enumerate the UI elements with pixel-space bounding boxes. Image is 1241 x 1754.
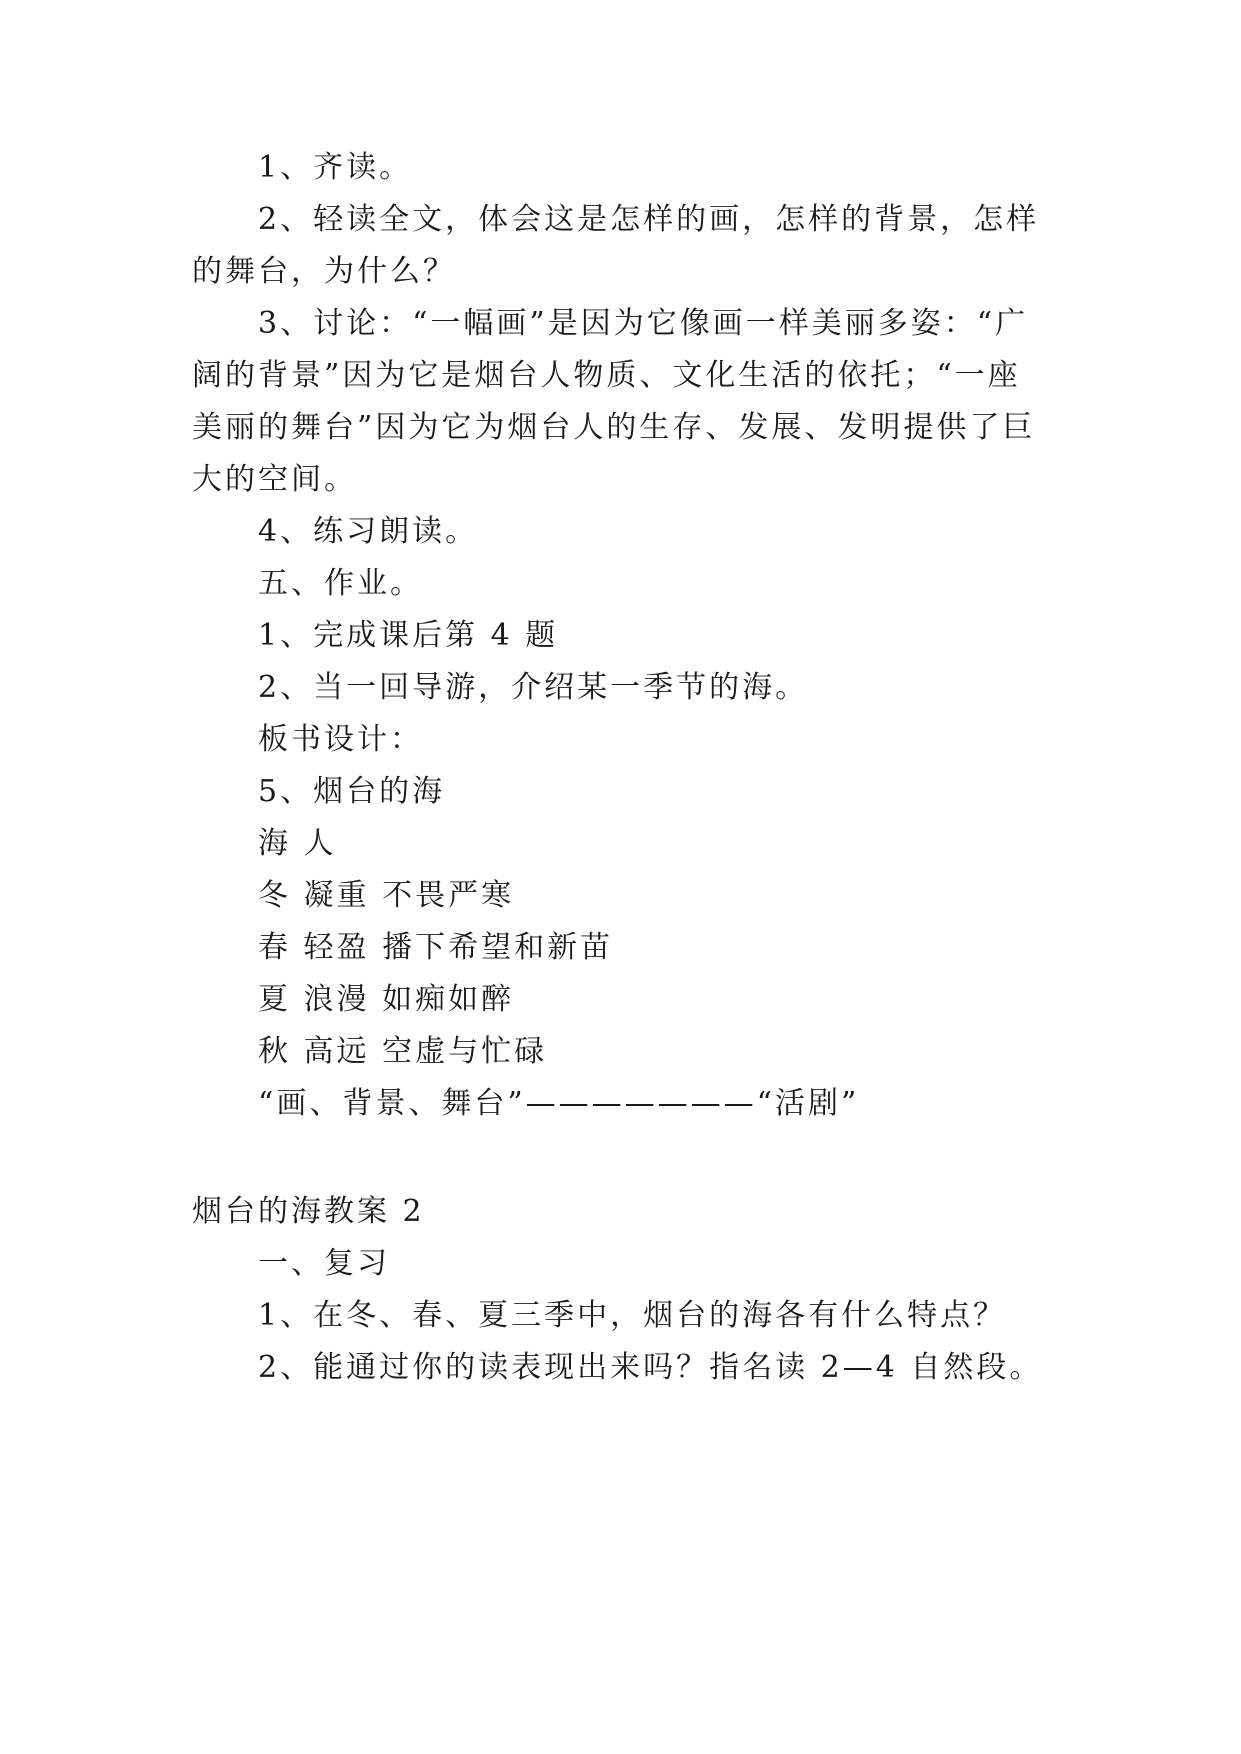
paragraph-line: 2、能通过你的读表现出来吗？指名读 2—4 自然段。 — [258, 1350, 1043, 1385]
board-line: 夏 浪漫 如痴如醉 — [258, 982, 515, 1017]
paragraph-line: 的舞台，为什么？ — [192, 254, 456, 289]
paragraph-line: 美丽的舞台”因为它为烟台人的生存、发展、发明提供了巨 — [192, 410, 1036, 445]
section-heading: 五、作业。 — [258, 566, 423, 601]
paragraph-line: 1、齐读。 — [258, 150, 413, 185]
paragraph-line: 2、轻读全文，体会这是怎样的画，怎样的背景，怎样 — [258, 202, 1040, 237]
paragraph-line: 阔的背景”因为它是烟台人物质、文化生活的依托；“一座 — [192, 358, 1021, 393]
board-line: 冬 凝重 不畏严寒 — [258, 878, 515, 913]
paragraph-line: 2、当一回导游，介绍某一季节的海。 — [258, 670, 809, 705]
paragraph-line: 1、完成课后第 4 题 — [258, 618, 559, 653]
board-line: 秋 高远 空虚与忙碌 — [258, 1034, 548, 1069]
board-line: 春 轻盈 播下希望和新苗 — [258, 930, 614, 965]
section-heading: 一、复习 — [258, 1246, 390, 1281]
paragraph-line: 1、在冬、春、夏三季中，烟台的海各有什么特点？ — [258, 1298, 1007, 1333]
paragraph-line: 大的空间。 — [192, 462, 357, 497]
lesson-title: 烟台的海教案 2 — [192, 1194, 425, 1229]
paragraph-line: 4、练习朗读。 — [258, 514, 479, 549]
board-line: “画、背景、舞台”———————“活剧” — [258, 1086, 860, 1121]
paragraph-line: 板书设计： — [258, 722, 423, 757]
board-line: 海 人 — [258, 826, 337, 861]
paragraph-line: 3、讨论：“一幅画”是因为它像画一样美丽多姿：“广 — [258, 306, 1029, 341]
board-title: 5、烟台的海 — [258, 774, 446, 809]
